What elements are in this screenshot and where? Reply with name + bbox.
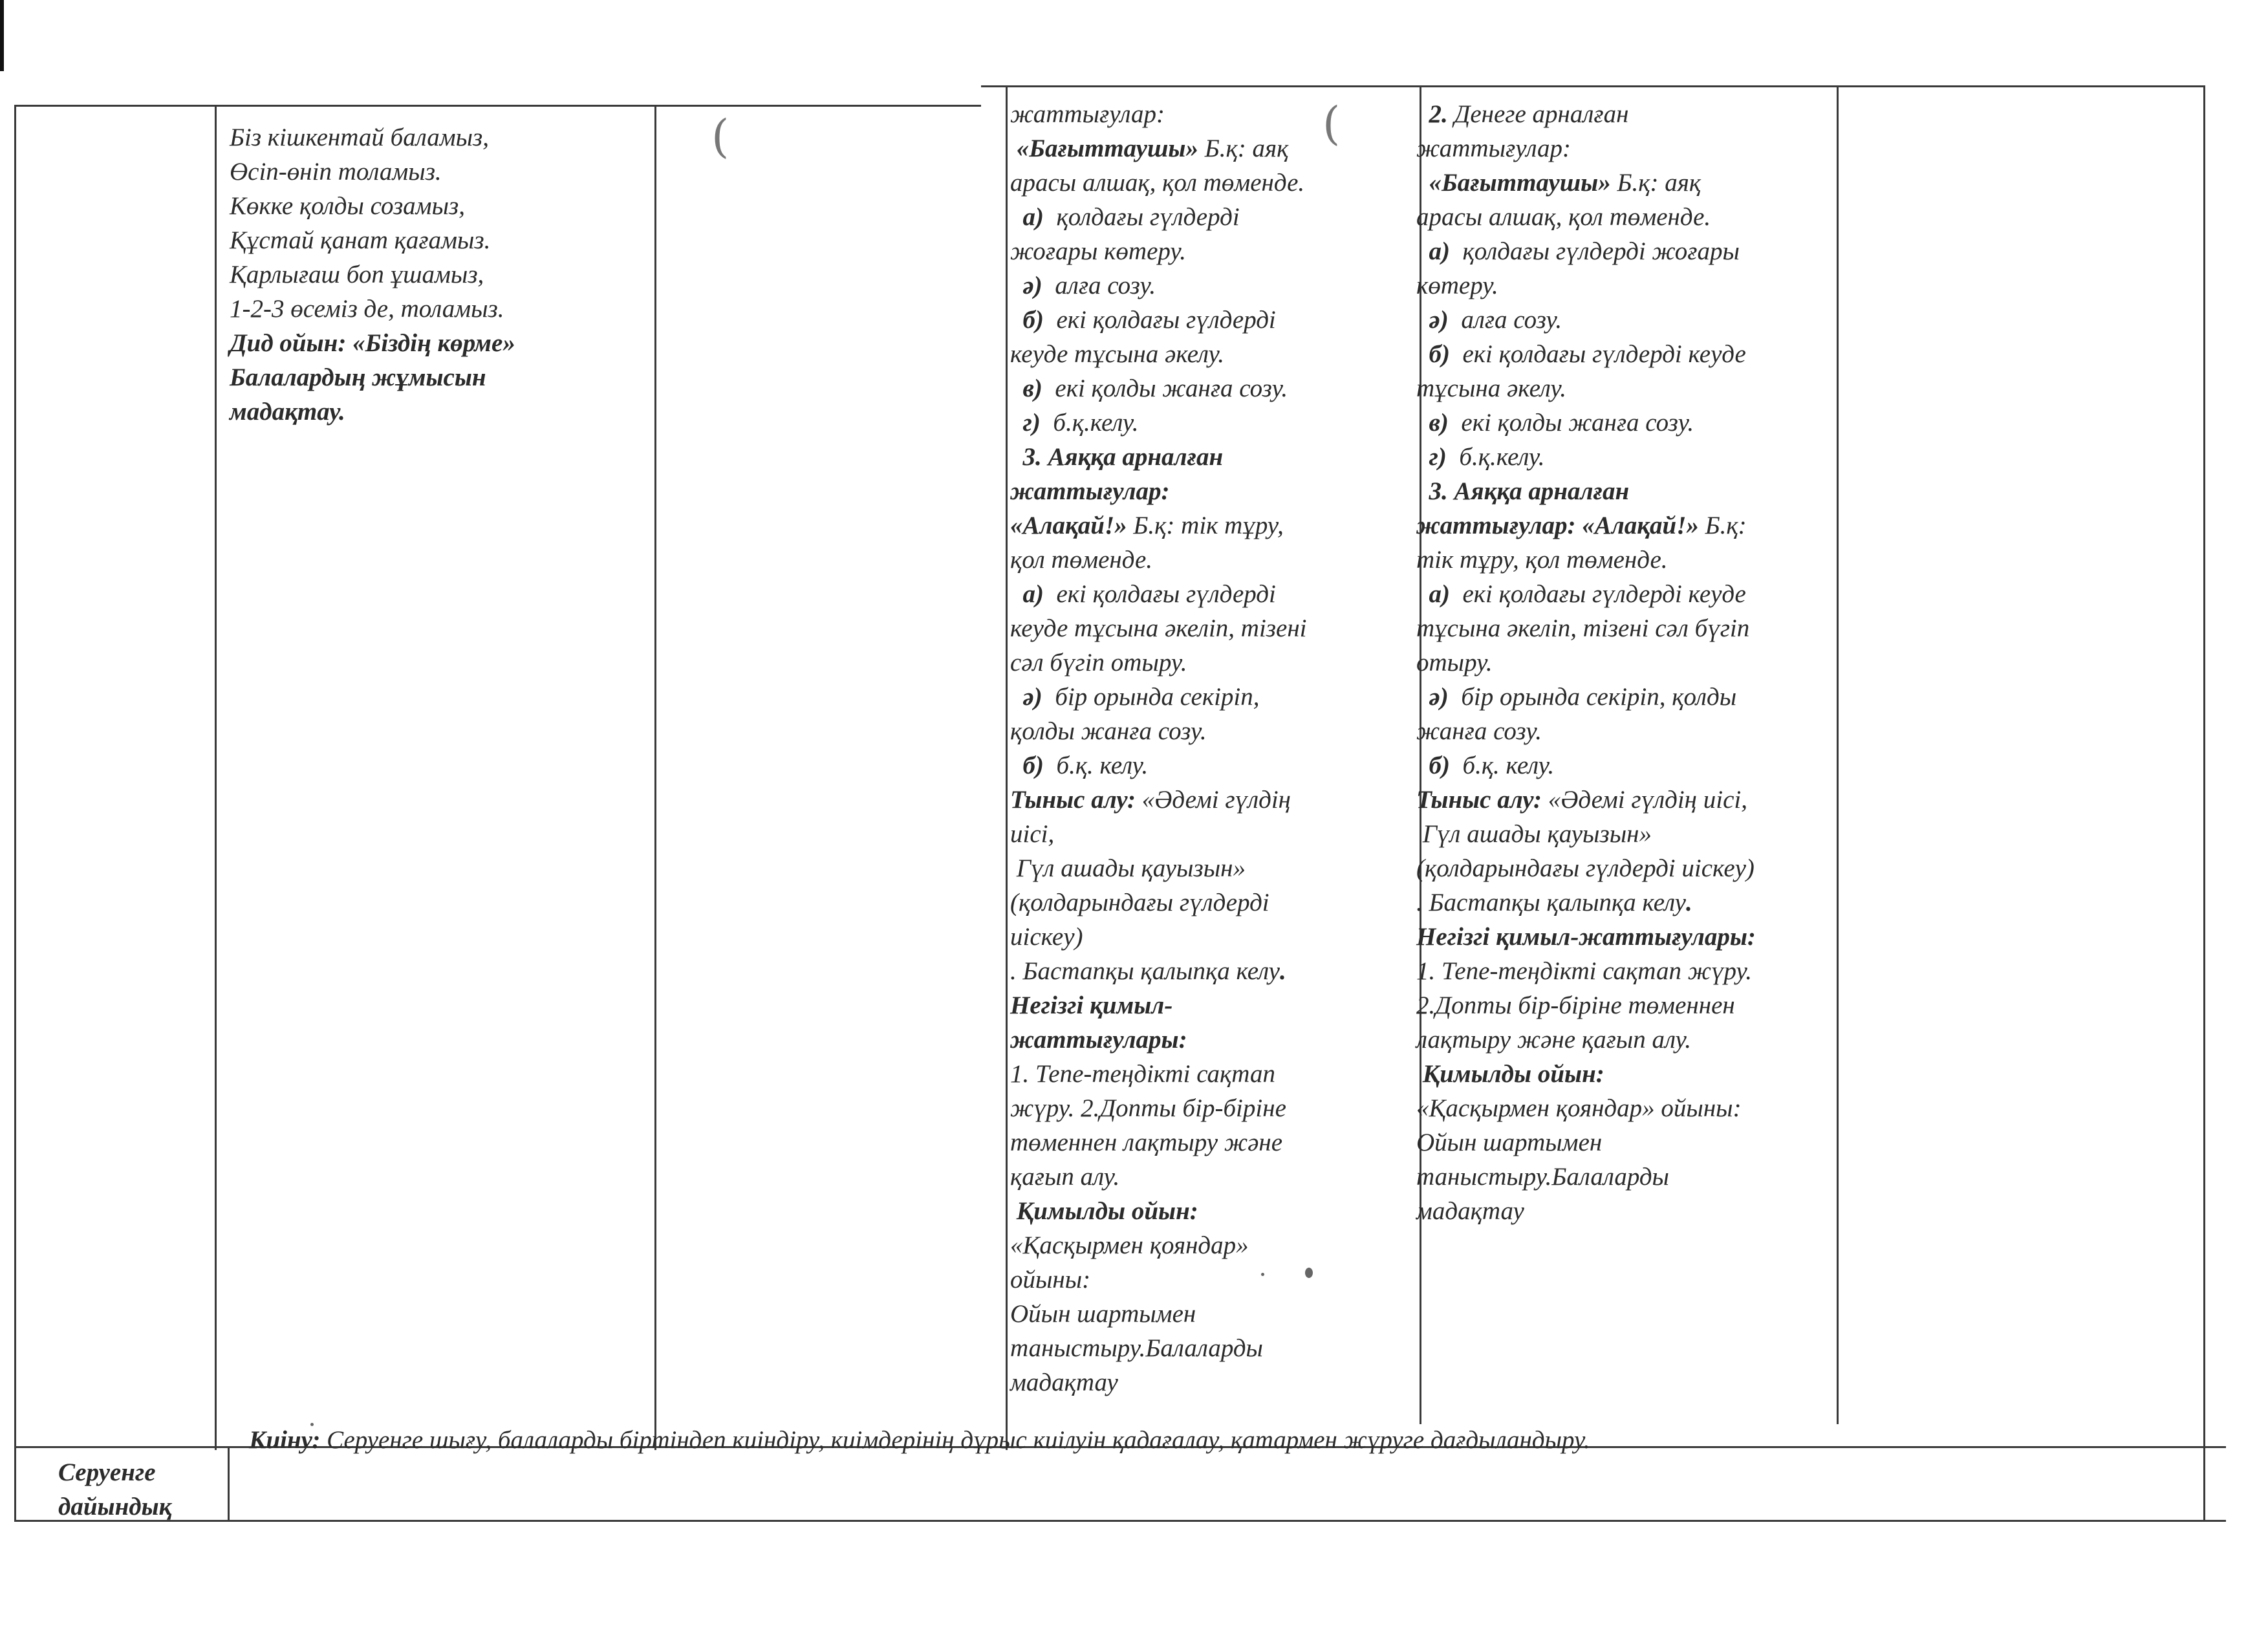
- text-run: Негізгі қимыл-: [1010, 991, 1173, 1019]
- text-run: Б.қ: аяқ: [1610, 169, 1701, 197]
- col-border-1b: [228, 1446, 230, 1522]
- text-run: Б.қ: аяқ: [1198, 135, 1289, 162]
- scan-speck-2: [1261, 1273, 1264, 1276]
- text-run: «Алақай!»: [1010, 512, 1127, 539]
- walk-prep-label: [58, 1455, 220, 1524]
- scan-speck-3: [310, 1423, 314, 1426]
- text-run: «Бағыттаушы»: [1416, 169, 1611, 197]
- text-run: Б.қ:: [1698, 512, 1747, 539]
- exercise-line: [1416, 954, 1833, 988]
- exercise-line: [1416, 131, 1833, 166]
- text-run: (қолдарындағы гүлдерді: [1010, 889, 1269, 916]
- exercise-line: [1010, 954, 1414, 988]
- text-run: екі қолдағы гүлдерді кеуде: [1449, 340, 1746, 368]
- exercise-line: [1010, 543, 1414, 577]
- text-run: а): [1010, 203, 1044, 231]
- text-run: ә): [1010, 683, 1042, 711]
- exercise-line: [1010, 337, 1414, 371]
- exercise-line: [1416, 508, 1833, 543]
- text-run: жаттығулар: «Алақай!»: [1416, 512, 1699, 539]
- text-run: б): [1416, 752, 1450, 779]
- text-run: таныстыру.Балаларды: [1010, 1334, 1263, 1362]
- exercise-line: [1010, 406, 1414, 440]
- text-run: б.қ. келу.: [1043, 752, 1149, 779]
- exercise-line: [1416, 1023, 1833, 1057]
- exercise-line: [1010, 611, 1414, 645]
- exercise-line: [1416, 885, 1833, 920]
- verse-line: Дид ойын: «Біздің көрме»: [230, 329, 515, 357]
- exercise-line: [1416, 817, 1833, 851]
- col-border-1: [215, 105, 217, 1450]
- verse-line: Көкке қолды созамыз,: [230, 192, 465, 220]
- verse-line: Құстай қанат қағамыз.: [230, 226, 491, 254]
- exercise-line: [1416, 474, 1833, 508]
- col-border-6: [2203, 85, 2205, 1522]
- text-run: Денеге арналған: [1447, 100, 1629, 128]
- text-run: Гүл ашады қауызын»: [1416, 820, 1652, 848]
- text-run: (қолдарындағы гүлдерді иіскеу): [1416, 854, 1755, 882]
- verse-line: Балалардың жұмысын: [230, 363, 486, 391]
- walk-prep-content: [249, 1423, 2189, 1457]
- exercise-line: [1010, 645, 1414, 680]
- exercise-line: [1010, 1091, 1414, 1125]
- exercise-line: [1416, 783, 1833, 817]
- exercise-line: [1010, 268, 1414, 303]
- text-run: ә): [1416, 306, 1449, 334]
- exercise-line: [1010, 234, 1414, 268]
- exercise-line: [1010, 371, 1414, 406]
- text-run: а): [1416, 580, 1450, 608]
- exercise-line: [1416, 543, 1833, 577]
- verse-line: 1-2-3 өсеміз де, толамыз.: [230, 295, 504, 323]
- text-run: Қимылды ойын:: [1416, 1060, 1604, 1088]
- verse-line: Біз кішкентай баламыз,: [230, 124, 490, 151]
- exercise-line: [1010, 1331, 1414, 1365]
- exercise-line: [1416, 303, 1833, 337]
- walk-prep-label-line2: дайындық: [58, 1493, 172, 1521]
- exercise-line: [1010, 885, 1414, 920]
- text-run: Тыныс алу:: [1010, 786, 1136, 814]
- verse-cell: [230, 120, 643, 429]
- exercise-line: [1416, 577, 1833, 611]
- text-run: а): [1010, 580, 1044, 608]
- exercise-line: [1416, 166, 1833, 200]
- text-run: Гүл ашады қауызын»: [1010, 854, 1246, 882]
- exercise-line: [1010, 988, 1414, 1023]
- text-run: б.қ.келу.: [1446, 443, 1545, 471]
- text-run: алға созу.: [1042, 272, 1156, 299]
- exercise-line: [1010, 474, 1414, 508]
- text-run: Ойын шартымен: [1010, 1300, 1196, 1328]
- text-run: 1. Тепе-теңдікті сақтап жүру.: [1416, 957, 1753, 985]
- text-run: . Бастапқы қалыпқа келу: [1416, 889, 1686, 916]
- text-run: ә): [1416, 683, 1449, 711]
- text-run: ә): [1010, 272, 1042, 299]
- exercise-line: [1416, 1057, 1833, 1091]
- text-run: тұсына әкеліп, тізені сәл бүгіп: [1416, 614, 1750, 642]
- exercise-cell-day-4: [1416, 97, 1833, 1228]
- col-border-2: [654, 105, 656, 1450]
- exercise-line: [1010, 200, 1414, 234]
- text-run: сәл бүгіп отыру.: [1010, 649, 1187, 677]
- exercise-line: [1010, 131, 1414, 166]
- text-run: кеуде тұсына әкеліп, тізені: [1010, 614, 1307, 642]
- exercise-line: [1010, 1297, 1414, 1331]
- exercise-line: [1416, 406, 1833, 440]
- exercise-cell-day-3: [1010, 97, 1414, 1400]
- exercise-line: [1416, 1091, 1833, 1125]
- verse-line: мадақтау.: [230, 398, 345, 426]
- exercise-line: [1416, 645, 1833, 680]
- text-run: 2.: [1416, 100, 1448, 128]
- text-run: в): [1010, 374, 1042, 402]
- text-run: көтеру.: [1416, 272, 1498, 299]
- pencil-mark-2: (: [1323, 97, 1341, 150]
- text-run: жаттығулар:: [1010, 477, 1170, 505]
- exercise-line: [1416, 268, 1833, 303]
- text-run: б.қ. келу.: [1449, 752, 1555, 779]
- exercise-line: [1416, 1125, 1833, 1160]
- text-run: Б.қ: тік тұру,: [1127, 512, 1284, 539]
- exercise-line: [1010, 97, 1414, 131]
- exercise-line: [1416, 234, 1833, 268]
- scan-speck-1: [1305, 1268, 1313, 1278]
- text-run: «Әдемі гүлдің иісі,: [1542, 786, 1748, 814]
- exercise-line: [1010, 817, 1414, 851]
- text-run: мадақтау: [1010, 1369, 1118, 1396]
- exercise-line: [1010, 577, 1414, 611]
- exercise-line: [1010, 508, 1414, 543]
- col-border-0: [14, 105, 16, 1522]
- exercise-line: [1010, 851, 1414, 885]
- text-run: «Әдемі гүлдің: [1136, 786, 1291, 814]
- text-run: екі қолды жанға созу.: [1042, 374, 1288, 402]
- col-border-5: [1837, 85, 1839, 1424]
- exercise-line: [1416, 748, 1833, 783]
- text-run: в): [1416, 409, 1449, 437]
- exercise-line: [1416, 371, 1833, 406]
- text-run: алға созу.: [1448, 306, 1562, 334]
- text-run: қолдағы гүлдерді жоғары: [1450, 237, 1740, 265]
- exercise-line: [1010, 748, 1414, 783]
- verse-line: Өсіп-өніп толамыз.: [230, 158, 442, 186]
- exercise-line: [1416, 920, 1833, 954]
- text-run: а): [1416, 237, 1450, 265]
- table-bottom-border: [14, 1520, 2226, 1522]
- text-run: бір орында секіріп,: [1042, 683, 1260, 711]
- text-run: ойыны:: [1010, 1266, 1091, 1294]
- text-run: жүру. 2.Допты бір-біріне: [1010, 1094, 1286, 1122]
- walk-prep-label-line1: Серуенге: [58, 1458, 156, 1486]
- text-run: .: [1279, 957, 1286, 985]
- text-run: б.қ.келу.: [1040, 409, 1139, 437]
- text-run: Қимылды ойын:: [1010, 1197, 1198, 1225]
- text-run: кеуде тұсына әкелу.: [1010, 340, 1225, 368]
- text-run: отыру.: [1416, 649, 1493, 677]
- table-top-border: [14, 105, 981, 107]
- exercise-line: [1010, 680, 1414, 714]
- exercise-line: [1010, 1160, 1414, 1194]
- exercise-line: [1416, 440, 1833, 474]
- text-run: екі қолды жанға созу.: [1448, 409, 1694, 437]
- text-run: екі қолдағы гүлдерді: [1044, 580, 1276, 608]
- text-run: жаттығулар:: [1416, 135, 1571, 162]
- text-run: қол төменде.: [1010, 546, 1153, 574]
- text-run: лақтыру және қағып алу.: [1416, 1026, 1692, 1054]
- text-run: тұсына әкелу.: [1416, 374, 1567, 402]
- exercise-line: [1010, 1023, 1414, 1057]
- text-run: .: [1685, 889, 1692, 916]
- text-run: екі қолдағы гүлдерді кеуде: [1450, 580, 1746, 608]
- exercise-line: [1416, 988, 1833, 1023]
- exercise-line: [1010, 440, 1414, 474]
- exercise-line: [1010, 1228, 1414, 1262]
- exercise-line: [1010, 714, 1414, 748]
- scan-edge-mark: [0, 0, 4, 71]
- text-run: иісі,: [1010, 820, 1055, 848]
- exercise-line: [1010, 1057, 1414, 1091]
- text-run: б): [1416, 340, 1450, 368]
- text-run: «Қасқырмен қояндар» ойыны:: [1416, 1094, 1742, 1122]
- exercise-line: [1010, 1194, 1414, 1228]
- text-run: Негізгі қимыл-жаттығулары:: [1416, 923, 1756, 951]
- exercise-line: [1416, 851, 1833, 885]
- text-run: екі қолдағы гүлдерді: [1043, 306, 1276, 334]
- text-run: төменнен лақтыру және: [1010, 1129, 1283, 1156]
- text-run: 2.Допты бір-біріне төменнен: [1416, 991, 1735, 1019]
- text-run: жаттығулар:: [1010, 100, 1165, 128]
- exercise-line: [1010, 303, 1414, 337]
- text-run: г): [1010, 409, 1041, 437]
- pencil-mark-1: (: [711, 110, 729, 163]
- exercise-line: [1010, 1365, 1414, 1400]
- text-run: 1. Тепе-теңдікті сақтап: [1010, 1060, 1275, 1088]
- dressing-label: Киіну:: [249, 1426, 321, 1454]
- text-run: қағып алу.: [1010, 1163, 1120, 1191]
- exercise-line: [1010, 1125, 1414, 1160]
- text-run: иіскеу): [1010, 923, 1083, 951]
- text-run: «Қасқырмен қояндар»: [1010, 1231, 1249, 1259]
- text-run: жанға созу.: [1416, 717, 1542, 745]
- exercise-line: [1416, 611, 1833, 645]
- text-run: «Бағыттаушы»: [1010, 135, 1198, 162]
- exercise-line: [1416, 1160, 1833, 1194]
- text-run: 3. Аяққа арналған: [1416, 477, 1630, 505]
- exercise-line: [1010, 166, 1414, 200]
- text-run: қолдағы гүлдерді: [1044, 203, 1240, 231]
- text-run: таныстыру.Балаларды: [1416, 1163, 1669, 1191]
- text-run: 3. Аяққа арналған: [1010, 443, 1224, 471]
- text-run: мадақтау: [1416, 1197, 1524, 1225]
- table-top-border-right: [981, 85, 2203, 87]
- exercise-line: [1416, 680, 1833, 714]
- exercise-line: [1416, 97, 1833, 131]
- col-border-3: [1006, 85, 1008, 1450]
- text-run: бір орында секіріп, қолды: [1448, 683, 1737, 711]
- verse-line: Қарлығаш боп ұшамыз,: [230, 261, 484, 288]
- text-run: Ойын шартымен: [1416, 1129, 1603, 1156]
- dressing-text: Серуенге шығу, балаларды біртіндеп киіндіру, киімдерінің дұрыс киілуін қадағалау, қатармен жүруге дағдыландыру.: [320, 1426, 1590, 1454]
- text-run: тік тұру, қол төменде.: [1416, 546, 1668, 574]
- text-run: . Бастапқы қалыпқа келу: [1010, 957, 1280, 985]
- text-run: қолды жанға созу.: [1010, 717, 1207, 745]
- text-run: арасы алшақ, қол төменде.: [1416, 203, 1711, 231]
- exercise-line: [1416, 1194, 1833, 1228]
- exercise-line: [1010, 1262, 1414, 1297]
- text-run: г): [1416, 443, 1447, 471]
- exercise-line: [1416, 337, 1833, 371]
- text-run: б): [1010, 752, 1044, 779]
- text-run: Тыныс алу:: [1416, 786, 1542, 814]
- text-run: арасы алшақ, қол төменде.: [1010, 169, 1305, 197]
- text-run: жоғары көтеру.: [1010, 237, 1186, 265]
- text-run: жаттығулары:: [1010, 1026, 1187, 1054]
- text-run: б): [1010, 306, 1044, 334]
- exercise-line: [1010, 920, 1414, 954]
- exercise-line: [1416, 200, 1833, 234]
- exercise-line: [1416, 714, 1833, 748]
- exercise-line: [1010, 783, 1414, 817]
